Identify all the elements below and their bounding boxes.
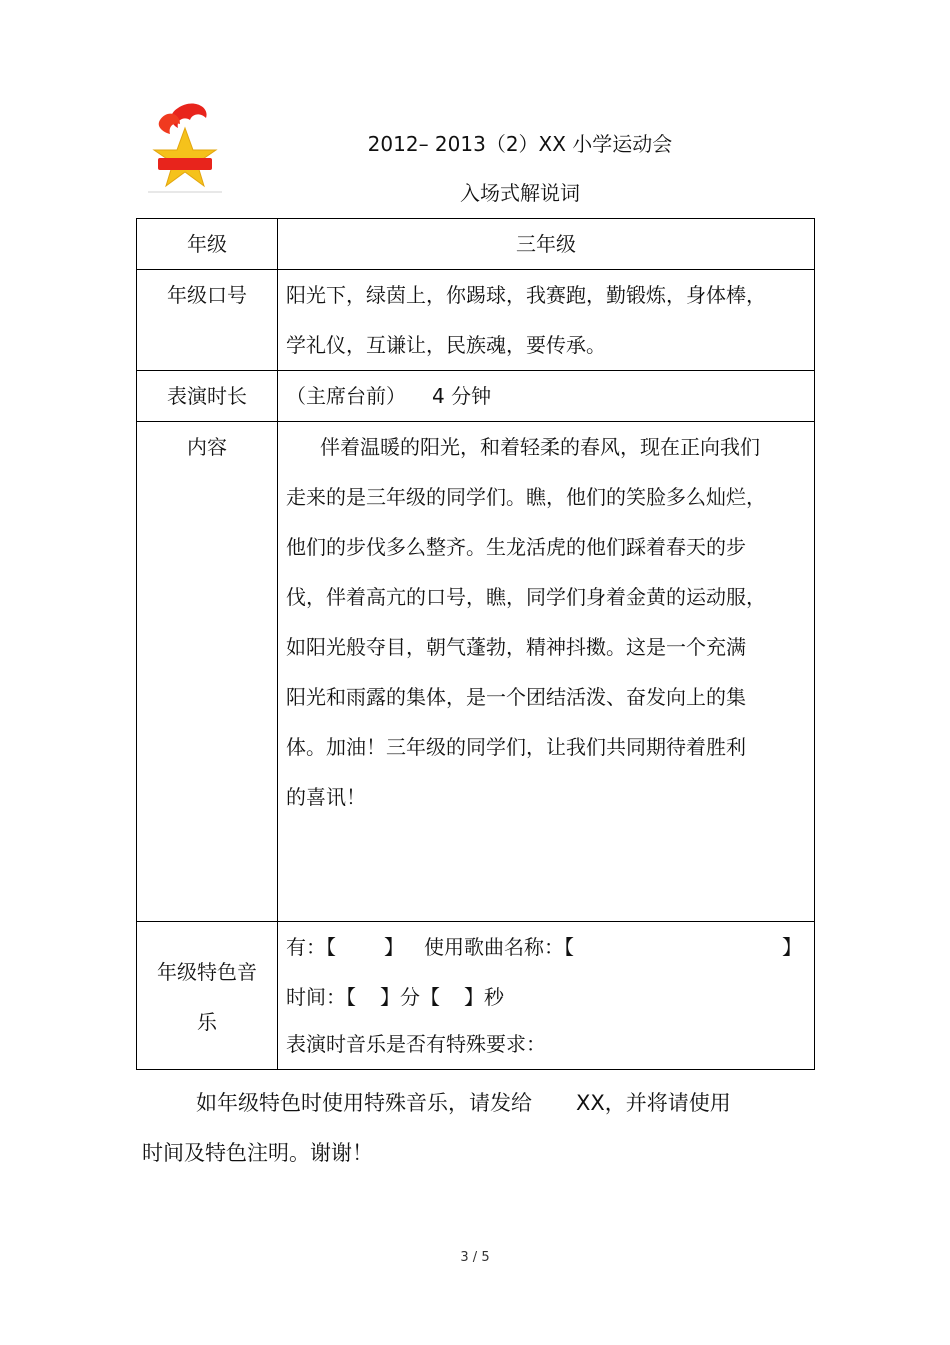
grade-label: 年级: [137, 219, 278, 270]
slogan-line: 阳光下，绿茵上，你踢球，我赛跑，勤锻炼，身体棒，: [286, 283, 766, 307]
content-line: 阳光和雨露的集体，是一个团结活泼、奋发向上的集: [286, 685, 746, 709]
duration-value: 4 分钟: [432, 384, 492, 408]
duration-location: （主席台前）: [286, 384, 406, 408]
content-line: 走来的是三年级的同学们。瞧，他们的笑脸多么灿烂，: [286, 485, 766, 509]
music-time-line: [286, 972, 814, 1022]
document-title: 2012– 2013（2）XX 小学运动会: [367, 132, 673, 156]
note-line: 时间及特色注明。谢谢！: [142, 1141, 373, 1165]
bracket-close: 】: [384, 935, 404, 959]
grade-value: 三年级: [278, 219, 815, 270]
slogan-line: 学礼仪，互谦让，民族魂，要传承。: [286, 333, 606, 357]
bracket-close: 】: [782, 935, 802, 959]
content-line: 伴着温暖的阳光，和着轻柔的春风，现在正向我们: [320, 435, 760, 459]
music-have-field: 有：【: [286, 935, 336, 959]
grade-row: [137, 219, 815, 270]
content-line: 的喜讯！: [286, 785, 366, 809]
content-label: 内容: [137, 422, 278, 922]
minutes-field: 】分【: [380, 985, 440, 1009]
music-requirement: 表演时音乐是否有特殊要求：: [286, 1032, 546, 1056]
document-subtitle: 入场式解说词: [460, 181, 580, 205]
content-cell: [278, 422, 815, 922]
duration-row: [137, 371, 815, 422]
content-line: 如阳光般夺目，朝气蓬勃，精神抖擞。这是一个充满: [286, 635, 746, 659]
content-line: 他们的步伐多么整齐。生龙活虎的他们踩着春天的步: [286, 535, 746, 559]
slogan-row: [137, 270, 815, 371]
music-row: [137, 922, 815, 1070]
duration-cell: [278, 371, 815, 422]
music-cell: [278, 922, 815, 1070]
content-line: 伐，伴着高亢的口号，瞧，同学们身着金黄的运动服，: [286, 585, 766, 609]
slogan-label: 年级口号: [137, 270, 278, 371]
music-label-line: 乐: [197, 1010, 217, 1034]
page-number: 3 / 5: [460, 1250, 490, 1265]
footer-note: [142, 1078, 807, 1178]
note-line: [142, 1078, 807, 1128]
music-label: [137, 922, 278, 1070]
duration-label: 表演时长: [137, 371, 278, 422]
music-label-line: 年级特色音: [157, 960, 257, 984]
content-row: [137, 422, 815, 922]
time-field: 时间：【: [286, 985, 356, 1009]
slogan-cell: [278, 270, 815, 371]
content-line: 体。加油！三年级的同学们，让我们共同期待着胜利: [286, 735, 746, 759]
note-text: XX，并将请使用: [576, 1091, 731, 1115]
song-name-field: 使用歌曲名称：【: [424, 935, 574, 959]
note-text: 如年级特色时使用特殊音乐，请发给: [196, 1091, 532, 1115]
seconds-field: 】秒: [464, 985, 504, 1009]
commentary-table: [136, 218, 815, 1070]
music-song-line: [286, 922, 814, 972]
